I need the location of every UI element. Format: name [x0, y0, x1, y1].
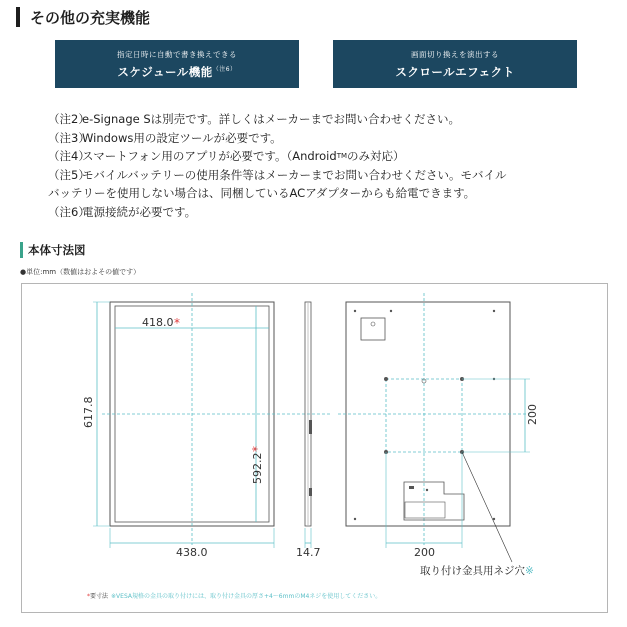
note-5-continued: バッテリーを使用しない場合は、同梱しているACアダプターからも給電できます。: [48, 186, 476, 200]
drawing-footnote: *要寸法 ※VESA規格の金具の取り付けには、取り付け金具の厚さ+4〜6mmのM4ネジを使用してください。: [87, 593, 382, 600]
dim-height: 617.8: [82, 396, 95, 428]
note-2: （注2） e-Signage Sは別売です。詳しくはメーカーまでお問い合わせください。: [48, 112, 461, 126]
asterisk-inner-height: *: [250, 446, 264, 452]
mount-hole-label: 取り付け金具用ネジ穴※: [420, 565, 534, 577]
front-view: [82, 293, 330, 559]
dim-inner-height: 592.2: [251, 452, 264, 484]
dim-depth: 14.7: [296, 546, 321, 559]
feature-scroll-title: スクロールエフェクト: [395, 64, 515, 79]
feature-schedule-note: （注6）: [212, 65, 237, 73]
dim-width: 438.0: [176, 546, 208, 559]
feature-schedule-title: スケジュール機能$^{(注6)}$: [117, 64, 237, 79]
section-title: その他の充実機能: [30, 8, 151, 27]
side-view: [296, 302, 321, 559]
dim-vesa-horizontal: 200: [414, 546, 435, 559]
asterisk-inner-width: *: [174, 316, 180, 330]
note-5: （注5） モバイルバッテリーの使用条件等はメーカーまでお問い合わせください。モバイル: [48, 167, 507, 182]
back-view: [338, 293, 539, 577]
feature-scroll-subtitle: 画面切り換えを演出する: [411, 49, 499, 59]
feature-schedule-subtitle: 指定日時に自動で書き換えできる: [117, 49, 237, 59]
unit-note: ●単位:mm（数値はおよその値です）: [20, 268, 141, 276]
dimensions-title: 本体寸法図: [28, 243, 86, 257]
note-4: （注4） スマートフォン用のアプリが必要です。（Android TM のみ対応）: [48, 149, 405, 163]
dim-vesa-vertical: 200: [526, 404, 539, 425]
note-6: （注6） 電源接続が必要です。: [48, 204, 197, 219]
dim-inner-width: 418.0: [142, 316, 174, 329]
note-3: （注3） Windows用の設定ツールが必要です。: [48, 130, 282, 145]
